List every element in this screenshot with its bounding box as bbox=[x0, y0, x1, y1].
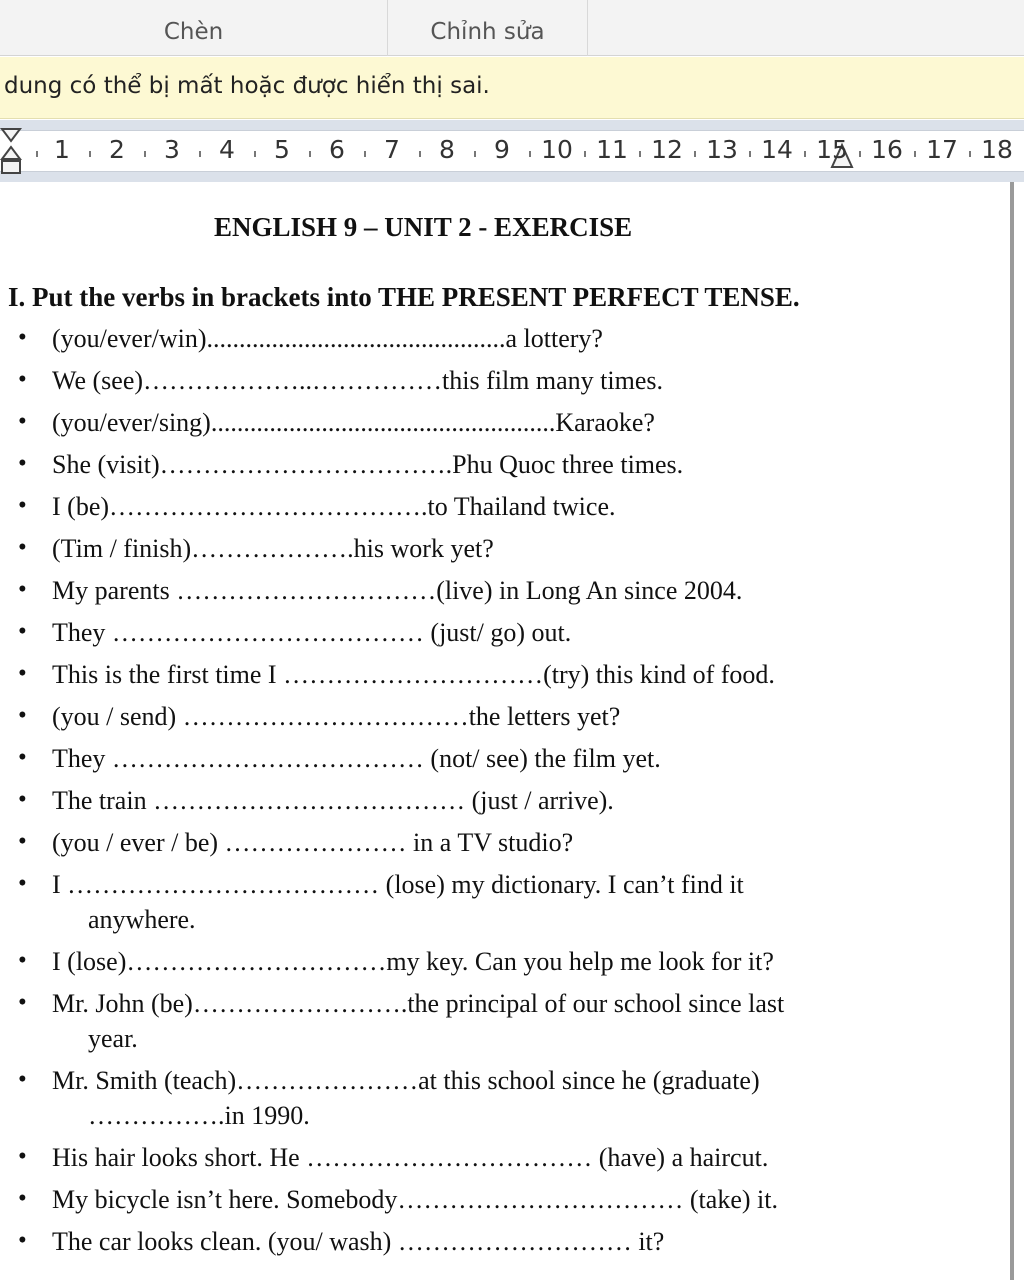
exercise-sentence: They ……………………………… (not/ see) the film yet. bbox=[52, 744, 661, 773]
exercise-sentence: (you / send) ……………………………the letters yet? bbox=[52, 702, 621, 731]
ruler-tick bbox=[89, 151, 91, 157]
ruler-number: 4 bbox=[219, 135, 235, 164]
bullet-icon: • bbox=[18, 1066, 27, 1093]
bullet-icon: • bbox=[18, 534, 27, 561]
ruler-number: 13 bbox=[706, 135, 738, 164]
exercise-sentence: I (lose)…………………………my key. Can you help me look for it? bbox=[52, 947, 774, 976]
ruler-number: 17 bbox=[926, 135, 958, 164]
bullet-icon: • bbox=[18, 1185, 27, 1212]
message-bar-text: dung có thể bị mất hoặc được hiển thị sai. bbox=[4, 73, 490, 99]
exercise-sentence: My parents …………………………(live) in Long An since 2004. bbox=[52, 576, 743, 605]
ruler-tick bbox=[419, 151, 421, 157]
section-heading: I. Put the verbs in brackets into THE PRESENT PERFECT TENSE. bbox=[8, 282, 800, 312]
exercise-sentence: I ……………………………… (lose) my dictionary. I can’t find it bbox=[52, 870, 744, 899]
ruler-tick bbox=[969, 151, 971, 157]
ruler-tick bbox=[474, 151, 476, 157]
bullet-icon: • bbox=[18, 324, 27, 351]
bullet-icon: • bbox=[18, 618, 27, 645]
ruler-tick bbox=[199, 151, 201, 157]
ruler-number: 11 bbox=[596, 135, 628, 164]
ruler-number: 9 bbox=[494, 135, 510, 164]
ruler-number: 15 bbox=[816, 135, 848, 164]
ruler-tick bbox=[804, 151, 806, 157]
exercise-sentence-continuation: …………….in 1990. bbox=[88, 1101, 310, 1130]
ruler-number: 12 bbox=[651, 135, 683, 164]
exercise-sentence: (you/ever/sing).....................................................Karaoke? bbox=[52, 408, 655, 437]
exercise-sentence: She (visit)…………………………….Phu Quoc three times. bbox=[52, 450, 684, 479]
ruler-number: 18 bbox=[981, 135, 1013, 164]
bullet-icon: • bbox=[18, 660, 27, 687]
tab-edit[interactable]: Chỉnh sửa bbox=[388, 0, 588, 56]
bullet-icon: • bbox=[18, 1143, 27, 1170]
ruler-number: 2 bbox=[109, 135, 125, 164]
bullet-icon: • bbox=[18, 702, 27, 729]
bullet-icon: • bbox=[18, 828, 27, 855]
ruler-number: 16 bbox=[871, 135, 903, 164]
exercise-sentence: My bicycle isn’t here. Somebody…………………………… (take) it. bbox=[52, 1185, 778, 1214]
ruler-tick bbox=[694, 151, 696, 157]
bullet-icon: • bbox=[18, 870, 27, 897]
exercise-sentence: Mr. John (be)…………………….the principal of our school since last bbox=[52, 989, 785, 1018]
ruler-number: 1 bbox=[54, 135, 70, 164]
ruler-tick bbox=[749, 151, 751, 157]
exercise-sentence: We (see)………………..……………this film many times. bbox=[52, 366, 663, 395]
ruler-tick bbox=[254, 151, 256, 157]
ruler-tick bbox=[639, 151, 641, 157]
ruler-tick bbox=[36, 151, 38, 157]
bullet-icon: • bbox=[18, 366, 27, 393]
bullet-icon: • bbox=[18, 744, 27, 771]
ruler-tick bbox=[144, 151, 146, 157]
ruler-tick bbox=[364, 151, 366, 157]
ruler-tick bbox=[914, 151, 916, 157]
ruler-number: 8 bbox=[439, 135, 455, 164]
bullet-icon: • bbox=[18, 1227, 27, 1254]
ruler-tick bbox=[309, 151, 311, 157]
document-title: ENGLISH 9 – UNIT 2 - EXERCISE bbox=[214, 212, 633, 242]
ruler-tick bbox=[529, 151, 531, 157]
ruler-number: 10 bbox=[541, 135, 573, 164]
exercise-sentence: This is the first time I …………………………(try) this kind of food. bbox=[52, 660, 775, 689]
bullet-icon: • bbox=[18, 947, 27, 974]
exercise-sentence-continuation: anywhere. bbox=[88, 905, 196, 934]
ribbon-tab-strip bbox=[0, 0, 1024, 56]
exercise-sentence: I (be)……………………………….to Thailand twice. bbox=[52, 492, 616, 521]
bullet-icon: • bbox=[18, 492, 27, 519]
ruler-tick bbox=[859, 151, 861, 157]
ruler-number: 14 bbox=[761, 135, 793, 164]
exercise-sentence: The train ……………………………… (just / arrive). bbox=[52, 786, 614, 815]
bullet-icon: • bbox=[18, 989, 27, 1016]
exercise-sentence-continuation: year. bbox=[88, 1024, 138, 1053]
exercise-sentence: (you/ever/win)..............................................a lottery? bbox=[52, 324, 603, 353]
horizontal-ruler[interactable] bbox=[0, 130, 1024, 172]
left-indent-marker-icon[interactable] bbox=[0, 127, 22, 177]
bullet-icon: • bbox=[18, 408, 27, 435]
ruler-tick bbox=[584, 151, 586, 157]
exercise-sentence: Mr. Smith (teach)…………………at this school since he (graduate) bbox=[52, 1066, 760, 1095]
tab-insert[interactable]: Chèn bbox=[0, 0, 388, 56]
bullet-icon: • bbox=[18, 786, 27, 813]
ruler-number: 6 bbox=[329, 135, 345, 164]
ruler-number: 7 bbox=[384, 135, 400, 164]
exercise-sentence: They ……………………………… (just/ go) out. bbox=[52, 618, 572, 647]
exercise-sentence: The car looks clean. (you/ wash) ……………………… it? bbox=[52, 1227, 665, 1256]
bullet-icon: • bbox=[18, 450, 27, 477]
message-bar bbox=[0, 57, 1024, 119]
exercise-sentence: (you / ever / be) ………………… in a TV studio? bbox=[52, 828, 574, 857]
ruler-number: 3 bbox=[164, 135, 180, 164]
exercise-sentence: (Tim / finish)……………….his work yet? bbox=[52, 534, 494, 563]
bullet-icon: • bbox=[18, 576, 27, 603]
ruler-number: 5 bbox=[274, 135, 290, 164]
exercise-sentence: His hair looks short. He …………………………… (have) a haircut. bbox=[52, 1143, 769, 1172]
